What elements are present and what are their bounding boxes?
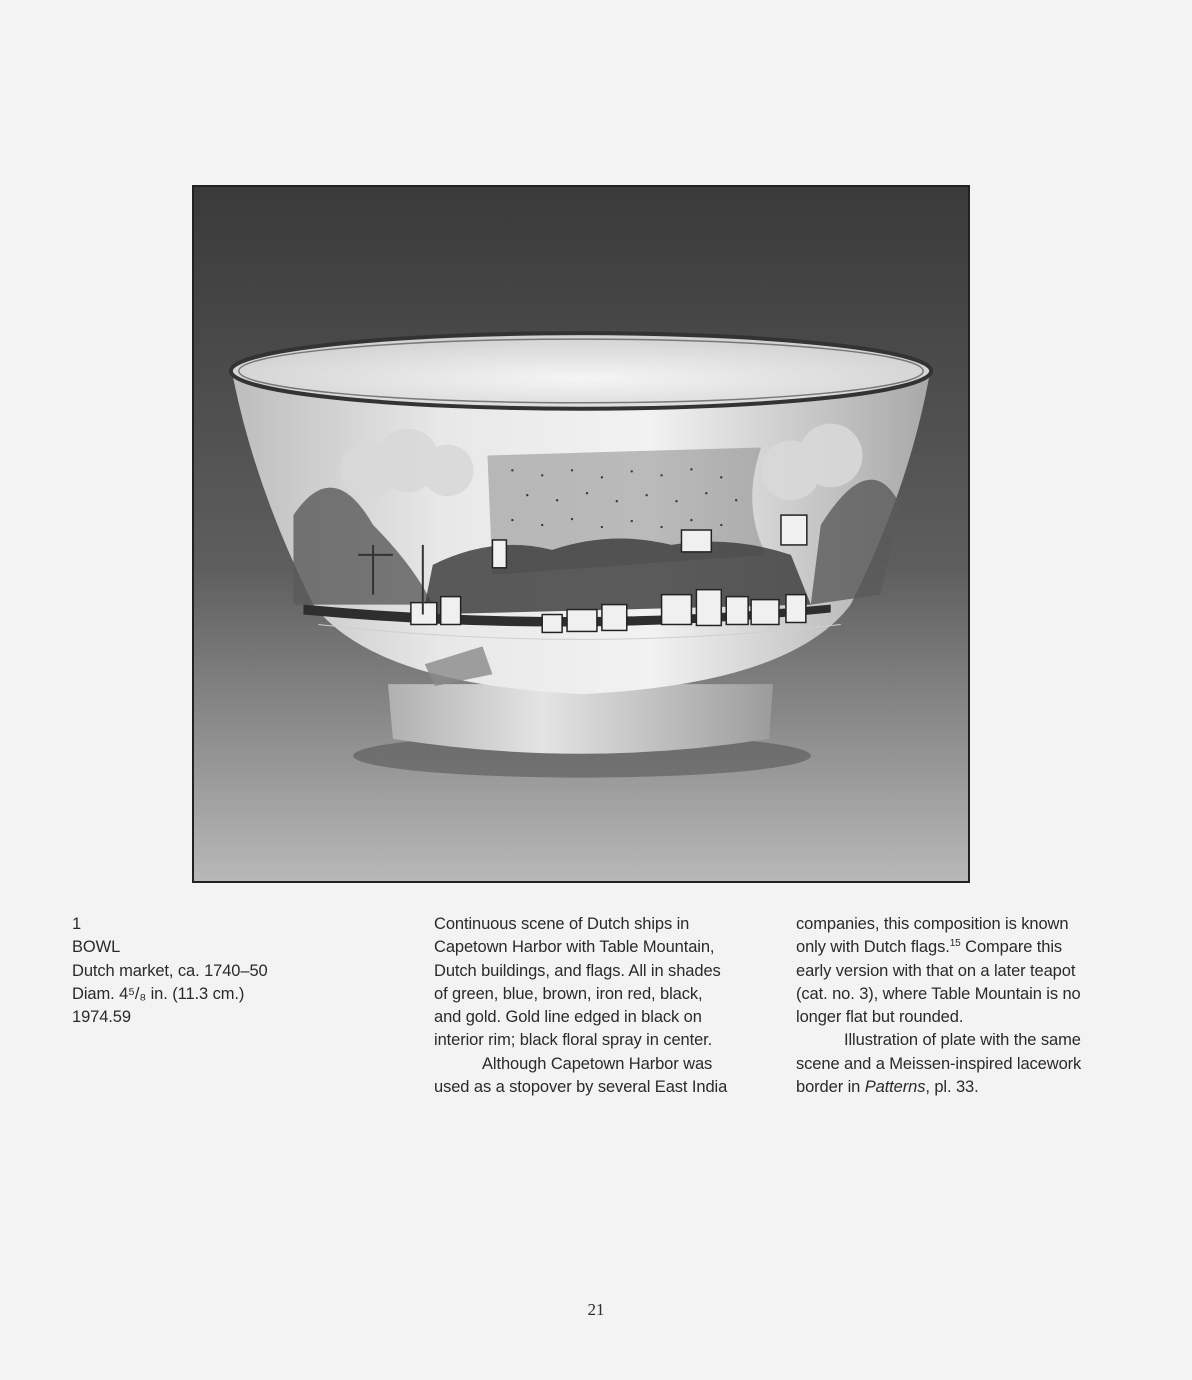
accession-number: 1974.59 xyxy=(72,1008,131,1027)
text-fragment: only with Dutch flags. xyxy=(796,938,950,957)
text-line: scene and a Meissen-inspired lacework xyxy=(796,1054,1082,1073)
text-fragment: border in xyxy=(796,1078,865,1097)
text-line: of green, blue, brown, iron red, black, xyxy=(434,984,703,1003)
bowl-photograph xyxy=(192,185,970,883)
description-column-1 xyxy=(434,913,744,1099)
text-line: companies, this composition is known xyxy=(796,915,1069,933)
object-diameter: Diam. 4⁵/₈ in. (11.3 cm.) xyxy=(72,984,245,1003)
text-line: Although Capetown Harbor was xyxy=(482,1054,713,1073)
text-fragment: , pl. 33. xyxy=(925,1078,979,1097)
catalog-caption xyxy=(72,913,372,1029)
text-line: interior rim; black floral spray in center. xyxy=(434,1031,713,1050)
footnote-reference: 15 xyxy=(949,938,961,950)
book-title: Patterns xyxy=(864,1078,926,1097)
text-line: used as a stopover by several East India xyxy=(434,1078,728,1097)
text-line: Illustration of plate with the same xyxy=(844,1031,1081,1050)
text-line: (cat. no. 3), where Table Mountain is no xyxy=(796,984,1081,1003)
text-line: and gold. Gold line edged in black on xyxy=(434,1008,702,1027)
text-line: Capetown Harbor with Table Mountain, xyxy=(434,938,715,957)
page-number: 21 xyxy=(587,1300,605,1319)
object-market-date: Dutch market, ca. 1740–50 xyxy=(72,961,268,980)
text-line xyxy=(796,936,1116,959)
text-line: Continuous scene of Dutch ships in xyxy=(434,915,690,933)
description-column-2 xyxy=(796,913,1116,1099)
text-line: early version with that on a later teapot xyxy=(796,961,1076,980)
text-line: Dutch buildings, and flags. All in shades xyxy=(434,961,721,980)
text-line xyxy=(796,1076,1116,1099)
text-line: longer flat but rounded. xyxy=(796,1008,964,1027)
object-title: BOWL xyxy=(72,938,121,957)
catalog-number: 1 xyxy=(72,915,82,933)
text-fragment: Compare this xyxy=(960,938,1063,957)
